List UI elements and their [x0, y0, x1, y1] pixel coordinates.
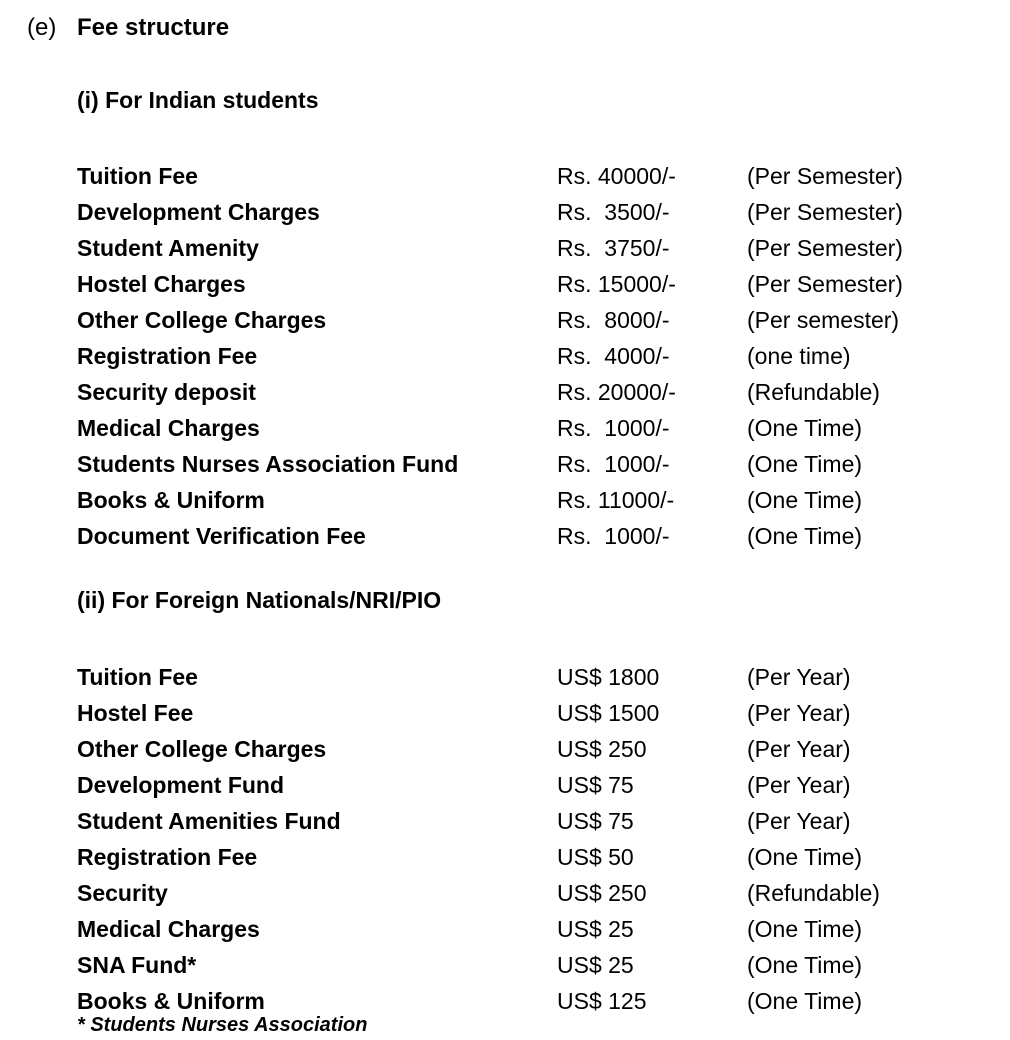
fee-row: [77, 194, 977, 230]
footnote-sna: * Students Nurses Association: [77, 1014, 368, 1036]
fee-item-note: (One Time): [747, 988, 863, 1014]
fee-item-note: (One Time): [747, 844, 863, 870]
fee-item-note: (Per Semester): [747, 163, 903, 189]
fee-item-note: (Per Year): [747, 736, 851, 762]
fee-item-label: Books & Uniform: [77, 487, 265, 513]
fee-item-note: (Refundable): [747, 880, 880, 906]
fee-item-label: Tuition Fee: [77, 163, 198, 189]
fee-item-amount: US$ 50: [557, 844, 634, 870]
fee-item-amount: Rs. 1000/-: [557, 415, 670, 441]
fee-item-amount: US$ 125: [557, 988, 647, 1014]
fee-row: [77, 947, 977, 983]
fee-row: [77, 482, 977, 518]
fee-item-note: (One Time): [747, 451, 863, 477]
fee-row: [77, 302, 977, 338]
fee-item-note: (Per Year): [747, 808, 851, 834]
page-title: Fee structure: [77, 14, 230, 41]
subsection-heading-foreign: (ii) For Foreign Nationals/NRI/PIO: [77, 587, 442, 613]
fee-item-note: (Refundable): [747, 379, 880, 405]
fee-item-label: Hostel Fee: [77, 700, 194, 726]
fee-item-amount: US$ 25: [557, 916, 634, 942]
fee-row: [77, 875, 977, 911]
fee-row: [77, 803, 977, 839]
fee-item-amount: Rs. 15000/-: [557, 271, 676, 297]
fee-row: [77, 374, 977, 410]
fee-row: [77, 338, 977, 374]
fee-item-label: Other College Charges: [77, 736, 327, 762]
fee-row: [77, 158, 977, 194]
fee-item-label: Medical Charges: [77, 415, 260, 441]
fee-table-indian: [77, 158, 977, 554]
fee-item-label: Security: [77, 880, 168, 906]
fee-item-note: (One Time): [747, 916, 863, 942]
fee-item-label: Medical Charges: [77, 916, 260, 942]
fee-row: [77, 911, 977, 947]
fee-item-amount: Rs. 3500/-: [557, 199, 670, 225]
fee-item-label: Development Charges: [77, 199, 320, 225]
fee-item-note: (One Time): [747, 952, 863, 978]
fee-item-note: (one time): [747, 343, 851, 369]
fee-item-amount: Rs. 1000/-: [557, 523, 670, 549]
fee-row: [77, 695, 977, 731]
fee-item-amount: US$ 1800: [557, 664, 660, 690]
fee-row: [77, 230, 977, 266]
fee-item-label: Student Amenity: [77, 235, 259, 261]
section-heading: [27, 13, 229, 43]
fee-item-amount: US$ 250: [557, 880, 647, 906]
fee-item-amount: Rs. 4000/-: [557, 343, 670, 369]
fee-item-label: Registration Fee: [77, 844, 258, 870]
fee-item-amount: US$ 1500: [557, 700, 660, 726]
fee-row: [77, 266, 977, 302]
fee-row: [77, 446, 977, 482]
fee-item-label: Students Nurses Association Fund: [77, 451, 459, 477]
fee-item-note: (Per Semester): [747, 235, 903, 261]
subsection-heading-indian: (i) For Indian students: [77, 87, 319, 113]
fee-row: [77, 659, 977, 695]
fee-item-amount: US$ 75: [557, 808, 634, 834]
fee-item-amount: Rs. 3750/-: [557, 235, 670, 261]
fee-item-amount: US$ 75: [557, 772, 634, 798]
fee-item-label: Development Fund: [77, 772, 285, 798]
fee-item-amount: Rs. 11000/-: [557, 487, 675, 513]
fee-row: [77, 767, 977, 803]
fee-item-note: (Per Year): [747, 700, 851, 726]
fee-item-note: (Per Year): [747, 772, 851, 798]
fee-item-label: Security deposit: [77, 379, 256, 405]
fee-item-amount: Rs. 8000/-: [557, 307, 670, 333]
section-marker: (e): [27, 14, 57, 41]
fee-item-label: Books & Uniform: [77, 988, 265, 1014]
fee-item-label: Registration Fee: [77, 343, 258, 369]
fee-table-foreign: [77, 659, 977, 1019]
fee-item-label: Student Amenities Fund: [77, 808, 341, 834]
fee-row: [77, 731, 977, 767]
fee-item-amount: Rs. 40000/-: [557, 163, 676, 189]
fee-item-note: (One Time): [747, 523, 863, 549]
fee-item-label: Document Verification Fee: [77, 523, 366, 549]
fee-item-note: (Per Semester): [747, 271, 903, 297]
fee-row: [77, 410, 977, 446]
fee-item-note: (Per Semester): [747, 199, 903, 225]
fee-item-label: SNA Fund*: [77, 952, 197, 978]
fee-item-note: (One Time): [747, 415, 863, 441]
fee-item-amount: US$ 25: [557, 952, 634, 978]
fee-item-note: (Per Year): [747, 664, 851, 690]
fee-item-amount: Rs. 20000/-: [557, 379, 676, 405]
fee-item-amount: Rs. 1000/-: [557, 451, 670, 477]
fee-item-note: (Per semester): [747, 307, 900, 333]
fee-item-note: (One Time): [747, 487, 863, 513]
fee-row: [77, 839, 977, 875]
fee-item-label: Other College Charges: [77, 307, 327, 333]
fee-item-label: Tuition Fee: [77, 664, 198, 690]
fee-row: [77, 518, 977, 554]
fee-item-amount: US$ 250: [557, 736, 647, 762]
fee-item-label: Hostel Charges: [77, 271, 246, 297]
